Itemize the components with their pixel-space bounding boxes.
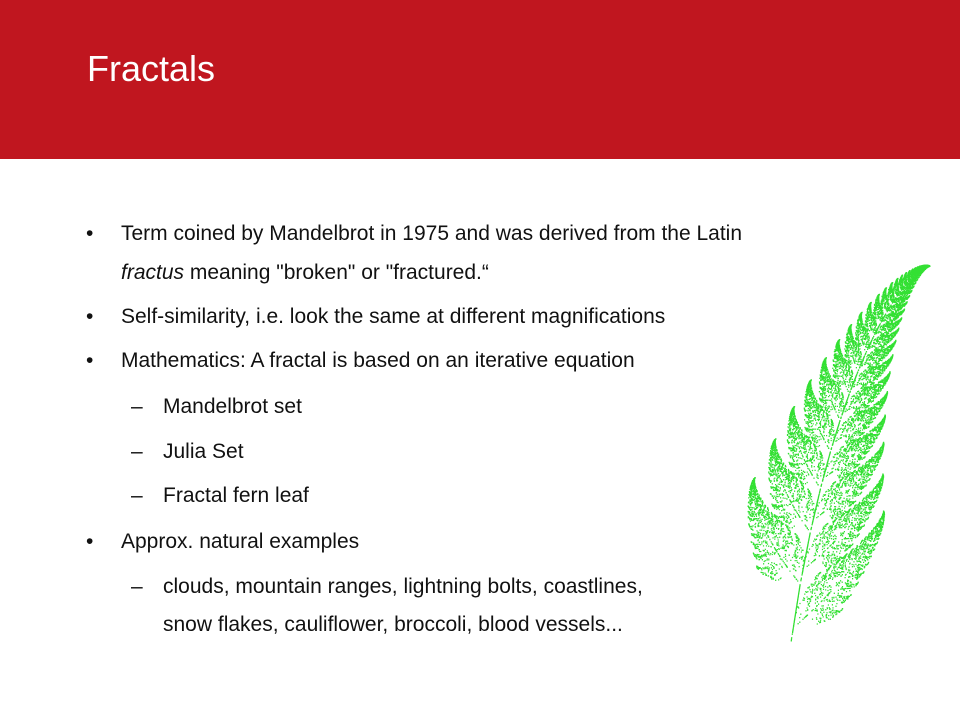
bullet-marker: • xyxy=(86,305,94,328)
sub-item-mandelbrot: Mandelbrot set xyxy=(163,395,302,418)
sub-item-julia: Julia Set xyxy=(163,440,244,463)
sub-bullet-marker: – xyxy=(131,395,143,418)
sub-item-fern: Fractal fern leaf xyxy=(163,484,309,507)
bullet-marker: • xyxy=(86,530,94,553)
sub-bullet-marker: – xyxy=(131,440,143,463)
bullet-3-text: Mathematics: A fractal is based on an iterative equation xyxy=(121,349,635,372)
bullet-4-text: Approx. natural examples xyxy=(121,530,360,553)
bullet-marker: • xyxy=(86,349,94,372)
bullet-marker: • xyxy=(86,222,94,245)
natural-examples-line-2: snow flakes, cauliflower, broccoli, blood vessels... xyxy=(163,613,623,636)
sub-bullet-marker: – xyxy=(131,484,143,507)
sub-bullet-marker: – xyxy=(131,575,143,598)
slide-title: Fractals xyxy=(87,48,216,89)
natural-examples-line-1: clouds, mountain ranges, lightning bolts, coastlines, xyxy=(163,575,643,598)
bullet-1-line-2-rest: meaning "broken" or "fractured.“ xyxy=(184,261,489,284)
bullet-2-text: Self-similarity, i.e. look the same at different magnifications xyxy=(121,305,666,328)
bullet-1-line-2 xyxy=(121,261,489,285)
italic-term: fractus xyxy=(121,261,185,284)
bullet-1-line-1: Term coined by Mandelbrot in 1975 and was derived from the Latin xyxy=(121,222,743,245)
